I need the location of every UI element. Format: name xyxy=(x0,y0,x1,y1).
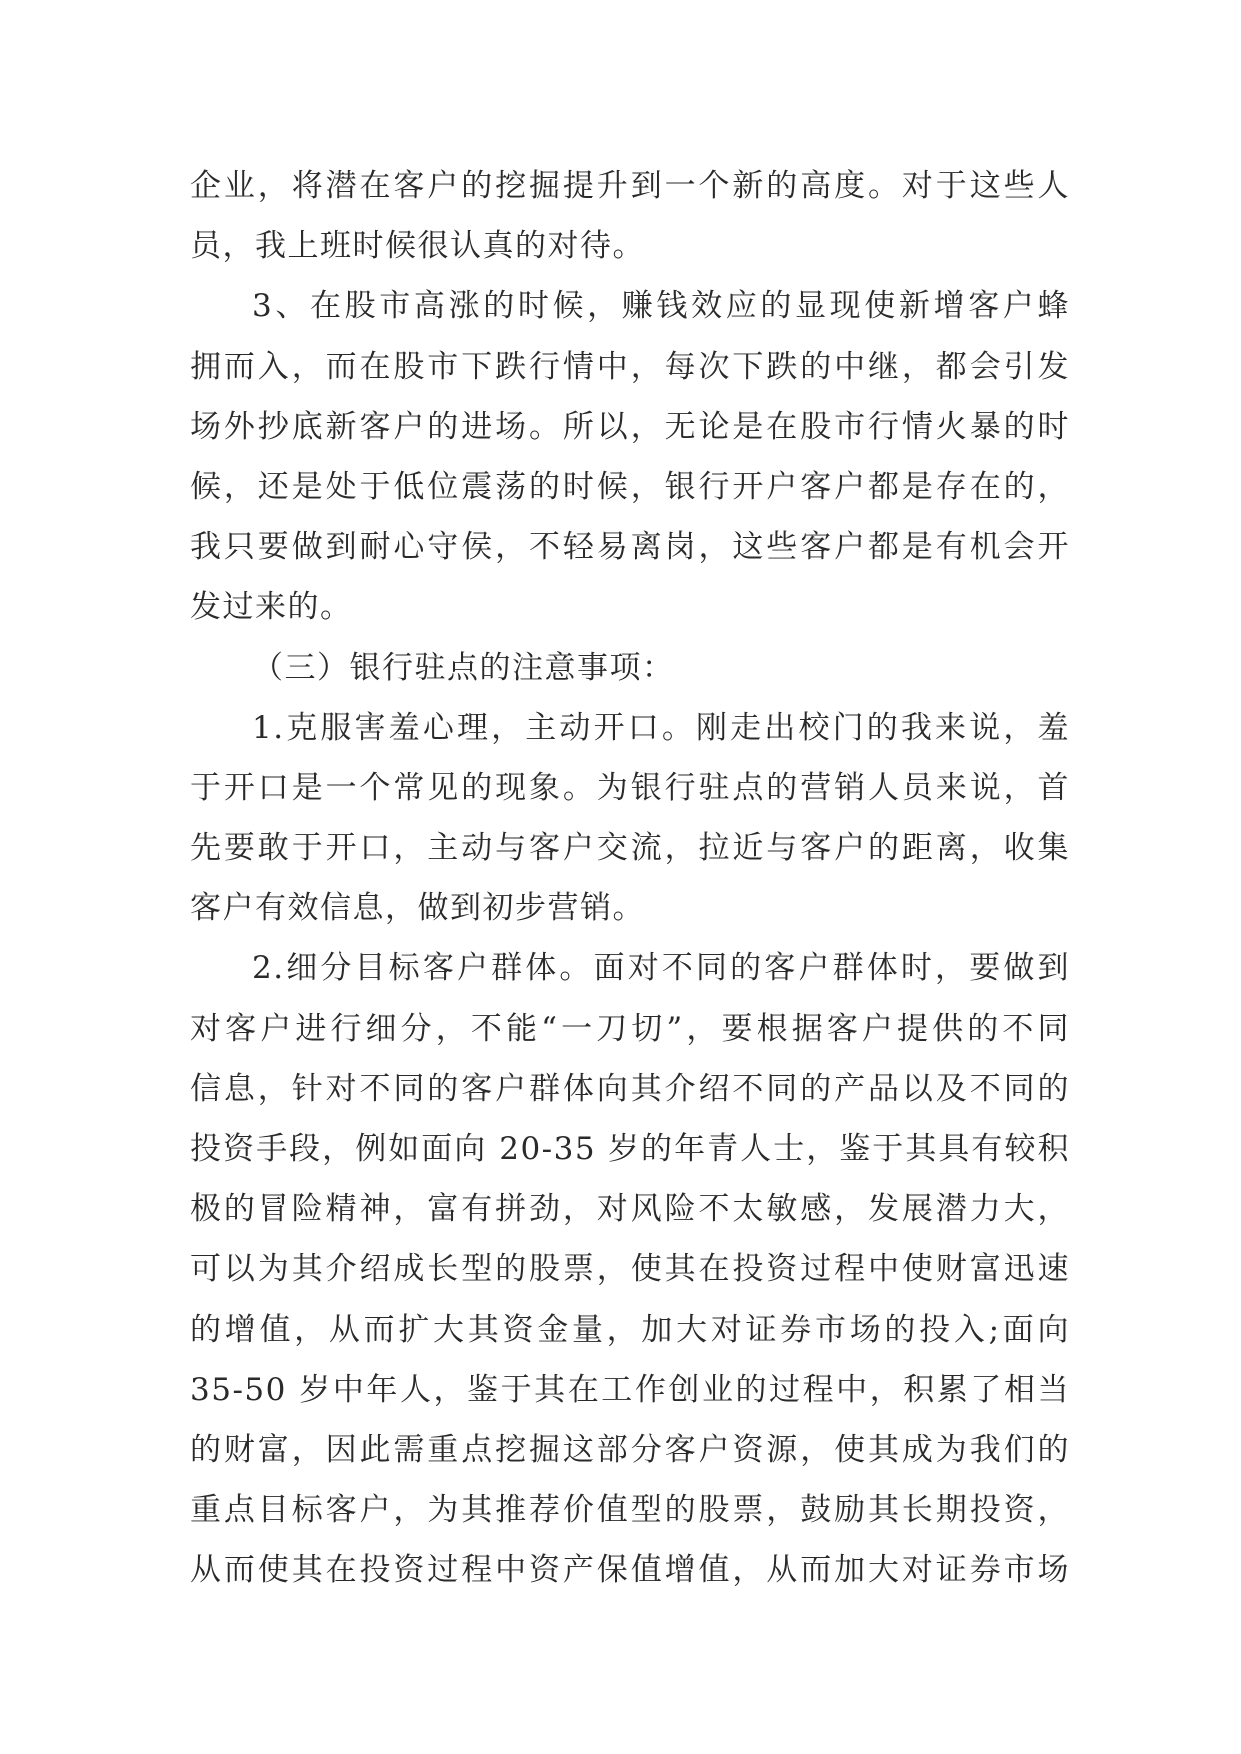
text-line: 35-50 岁中年人，鉴于其在工作创业的过程中，积累了相当 xyxy=(190,1371,1070,1408)
text-line: 的增值，从而扩大其资金量，加大对证券市场的投入;面向 xyxy=(190,1311,1070,1348)
text-line: 对客户进行细分，不能“一刀切”，要根据客户提供的不同 xyxy=(190,1010,1070,1047)
text-line: 客户有效信息，做到初步营销。 xyxy=(190,890,645,927)
body-text xyxy=(190,156,1070,1601)
text-line: 极的冒险精神，富有拼劲，对风险不太敏感，发展潜力大， xyxy=(190,1191,1070,1228)
text-line: 于开口是一个常见的现象。为银行驻点的营销人员来说，首 xyxy=(190,769,1070,806)
text-line: 发过来的。 xyxy=(190,589,353,626)
text-line: 从而使其在投资过程中资产保值增值，从而加大对证券市场 xyxy=(190,1552,1070,1589)
text-line: 3、在股市高涨的时候，赚钱效应的显现使新增客户蜂 xyxy=(252,288,1070,325)
text-line: 我只要做到耐心守侯，不轻易离岗，这些客户都是有机会开 xyxy=(190,529,1070,566)
text-line: 候，还是处于低位震荡的时候，银行开户客户都是存在的， xyxy=(190,468,1070,505)
text-line: 先要敢于开口，主动与客户交流，拉近与客户的距离，收集 xyxy=(190,830,1070,867)
text-line: 场外抄底新客户的进场。所以，无论是在股市行情火暴的时 xyxy=(190,408,1070,445)
text-line: 2.细分目标客户群体。面对不同的客户群体时，要做到 xyxy=(252,950,1070,987)
text-line: 的财富，因此需重点挖掘这部分客户资源，使其成为我们的 xyxy=(190,1431,1070,1468)
text-line: 1.克服害羞心理，主动开口。刚走出校门的我来说，羞 xyxy=(252,709,1070,746)
text-line: 信息，针对不同的客户群体向其介绍不同的产品以及不同的 xyxy=(190,1070,1070,1107)
text-line: 企业，将潜在客户的挖掘提升到一个新的高度。对于这些人 xyxy=(190,168,1070,204)
text-line: 可以为其介绍成长型的股票，使其在投资过程中使财富迅速 xyxy=(190,1251,1070,1288)
text-line: 员，我上班时候很认真的对待。 xyxy=(190,228,645,265)
text-line: （三）银行驻点的注意事项： xyxy=(252,649,675,686)
text-line: 拥而入，而在股市下跌行情中，每次下跌的中继，都会引发 xyxy=(190,348,1070,385)
text-line: 投资手段，例如面向 20-35 岁的年青人士，鉴于其具有较积 xyxy=(190,1131,1070,1167)
text-line: 重点目标客户，为其推荐价值型的股票，鼓励其长期投资， xyxy=(190,1492,1070,1529)
